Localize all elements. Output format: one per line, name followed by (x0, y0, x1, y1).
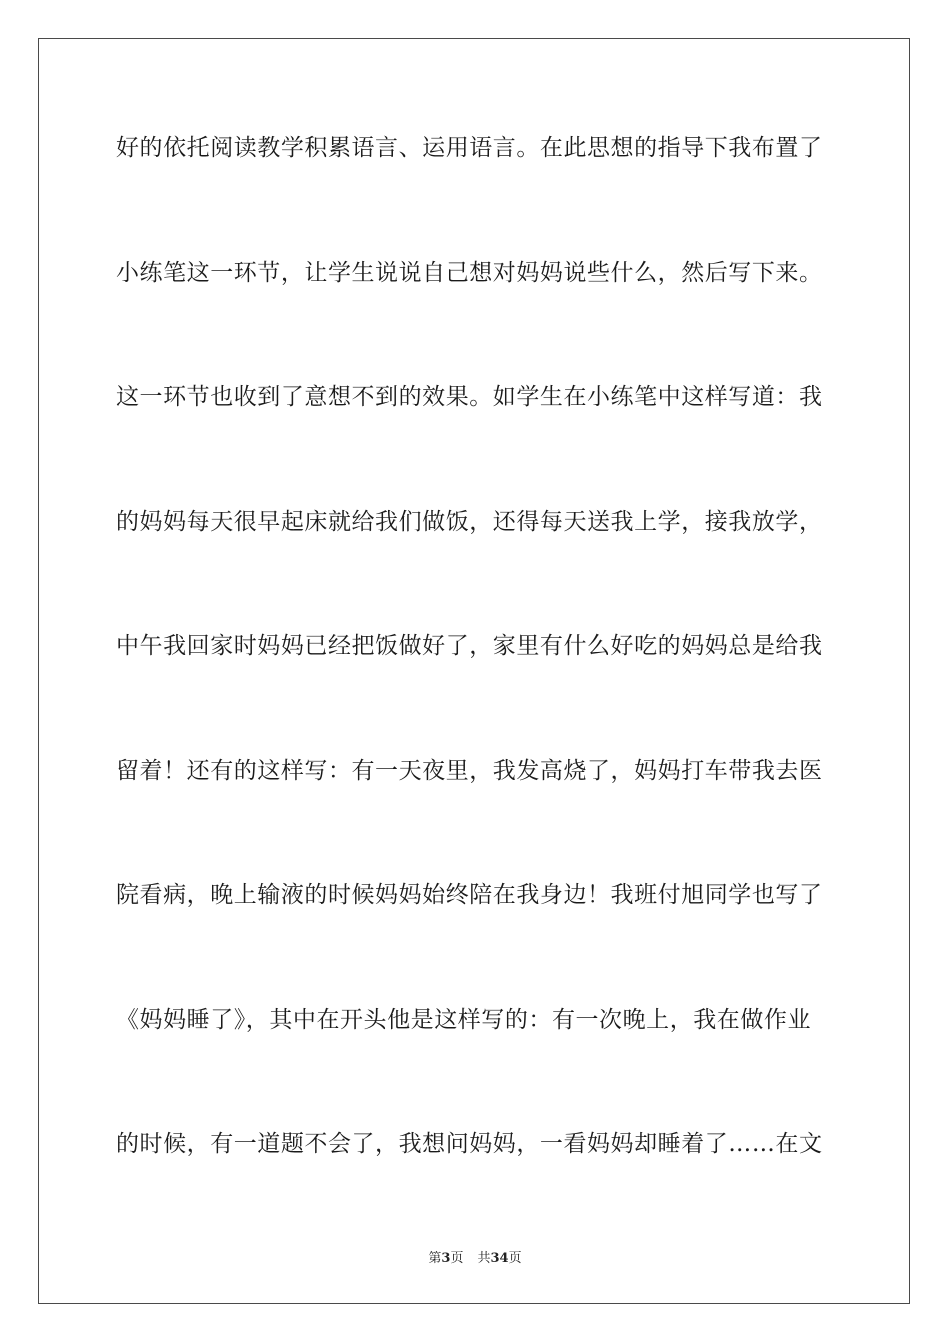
text-line-6: 留着！还有的这样写：有一天夜里，我发高烧了，妈妈打车带我去医 (116, 757, 823, 784)
total-suffix: 页 (508, 1251, 522, 1266)
text-line-3: 这一环节也收到了意想不到的效果。如学生在小练笔中这样写道：我 (116, 384, 823, 410)
page-footer (0, 1247, 950, 1266)
text-line-5: 中午我回家时妈妈已经把饭做好了，家里有什么好吃的妈妈总是给我 (116, 633, 823, 659)
text-line-2: 小练笔这一环节，让学生说说自己想对妈妈说些什么，然后写下来。 (116, 259, 823, 286)
text-line-1: 好的依托阅读教学积累语言、运用语言。在此思想的指导下我布置了 (116, 135, 823, 161)
page-number: 3 (441, 1251, 451, 1266)
text-line-7: 院看病，晚上输液的时候妈妈始终陪在我身边！我班付旭同学也写了 (116, 882, 823, 908)
text-line-4: 的妈妈每天很早起床就给我们做饭，还得每天送我上学，接我放学， (116, 508, 823, 535)
total-pages: 34 (490, 1251, 509, 1266)
total-prefix: 共 (477, 1251, 491, 1266)
page-suffix: 页 (450, 1251, 464, 1266)
text-line-9: 的时候，有一道题不会了，我想问妈妈，一看妈妈却睡着了……在文 (116, 1131, 823, 1157)
document-body (116, 120, 836, 1241)
text-line-8: 《妈妈睡了》，其中在开头他是这样写的：有一次晚上，我在做作业 (116, 1006, 811, 1033)
page-prefix: 第 (428, 1251, 442, 1266)
